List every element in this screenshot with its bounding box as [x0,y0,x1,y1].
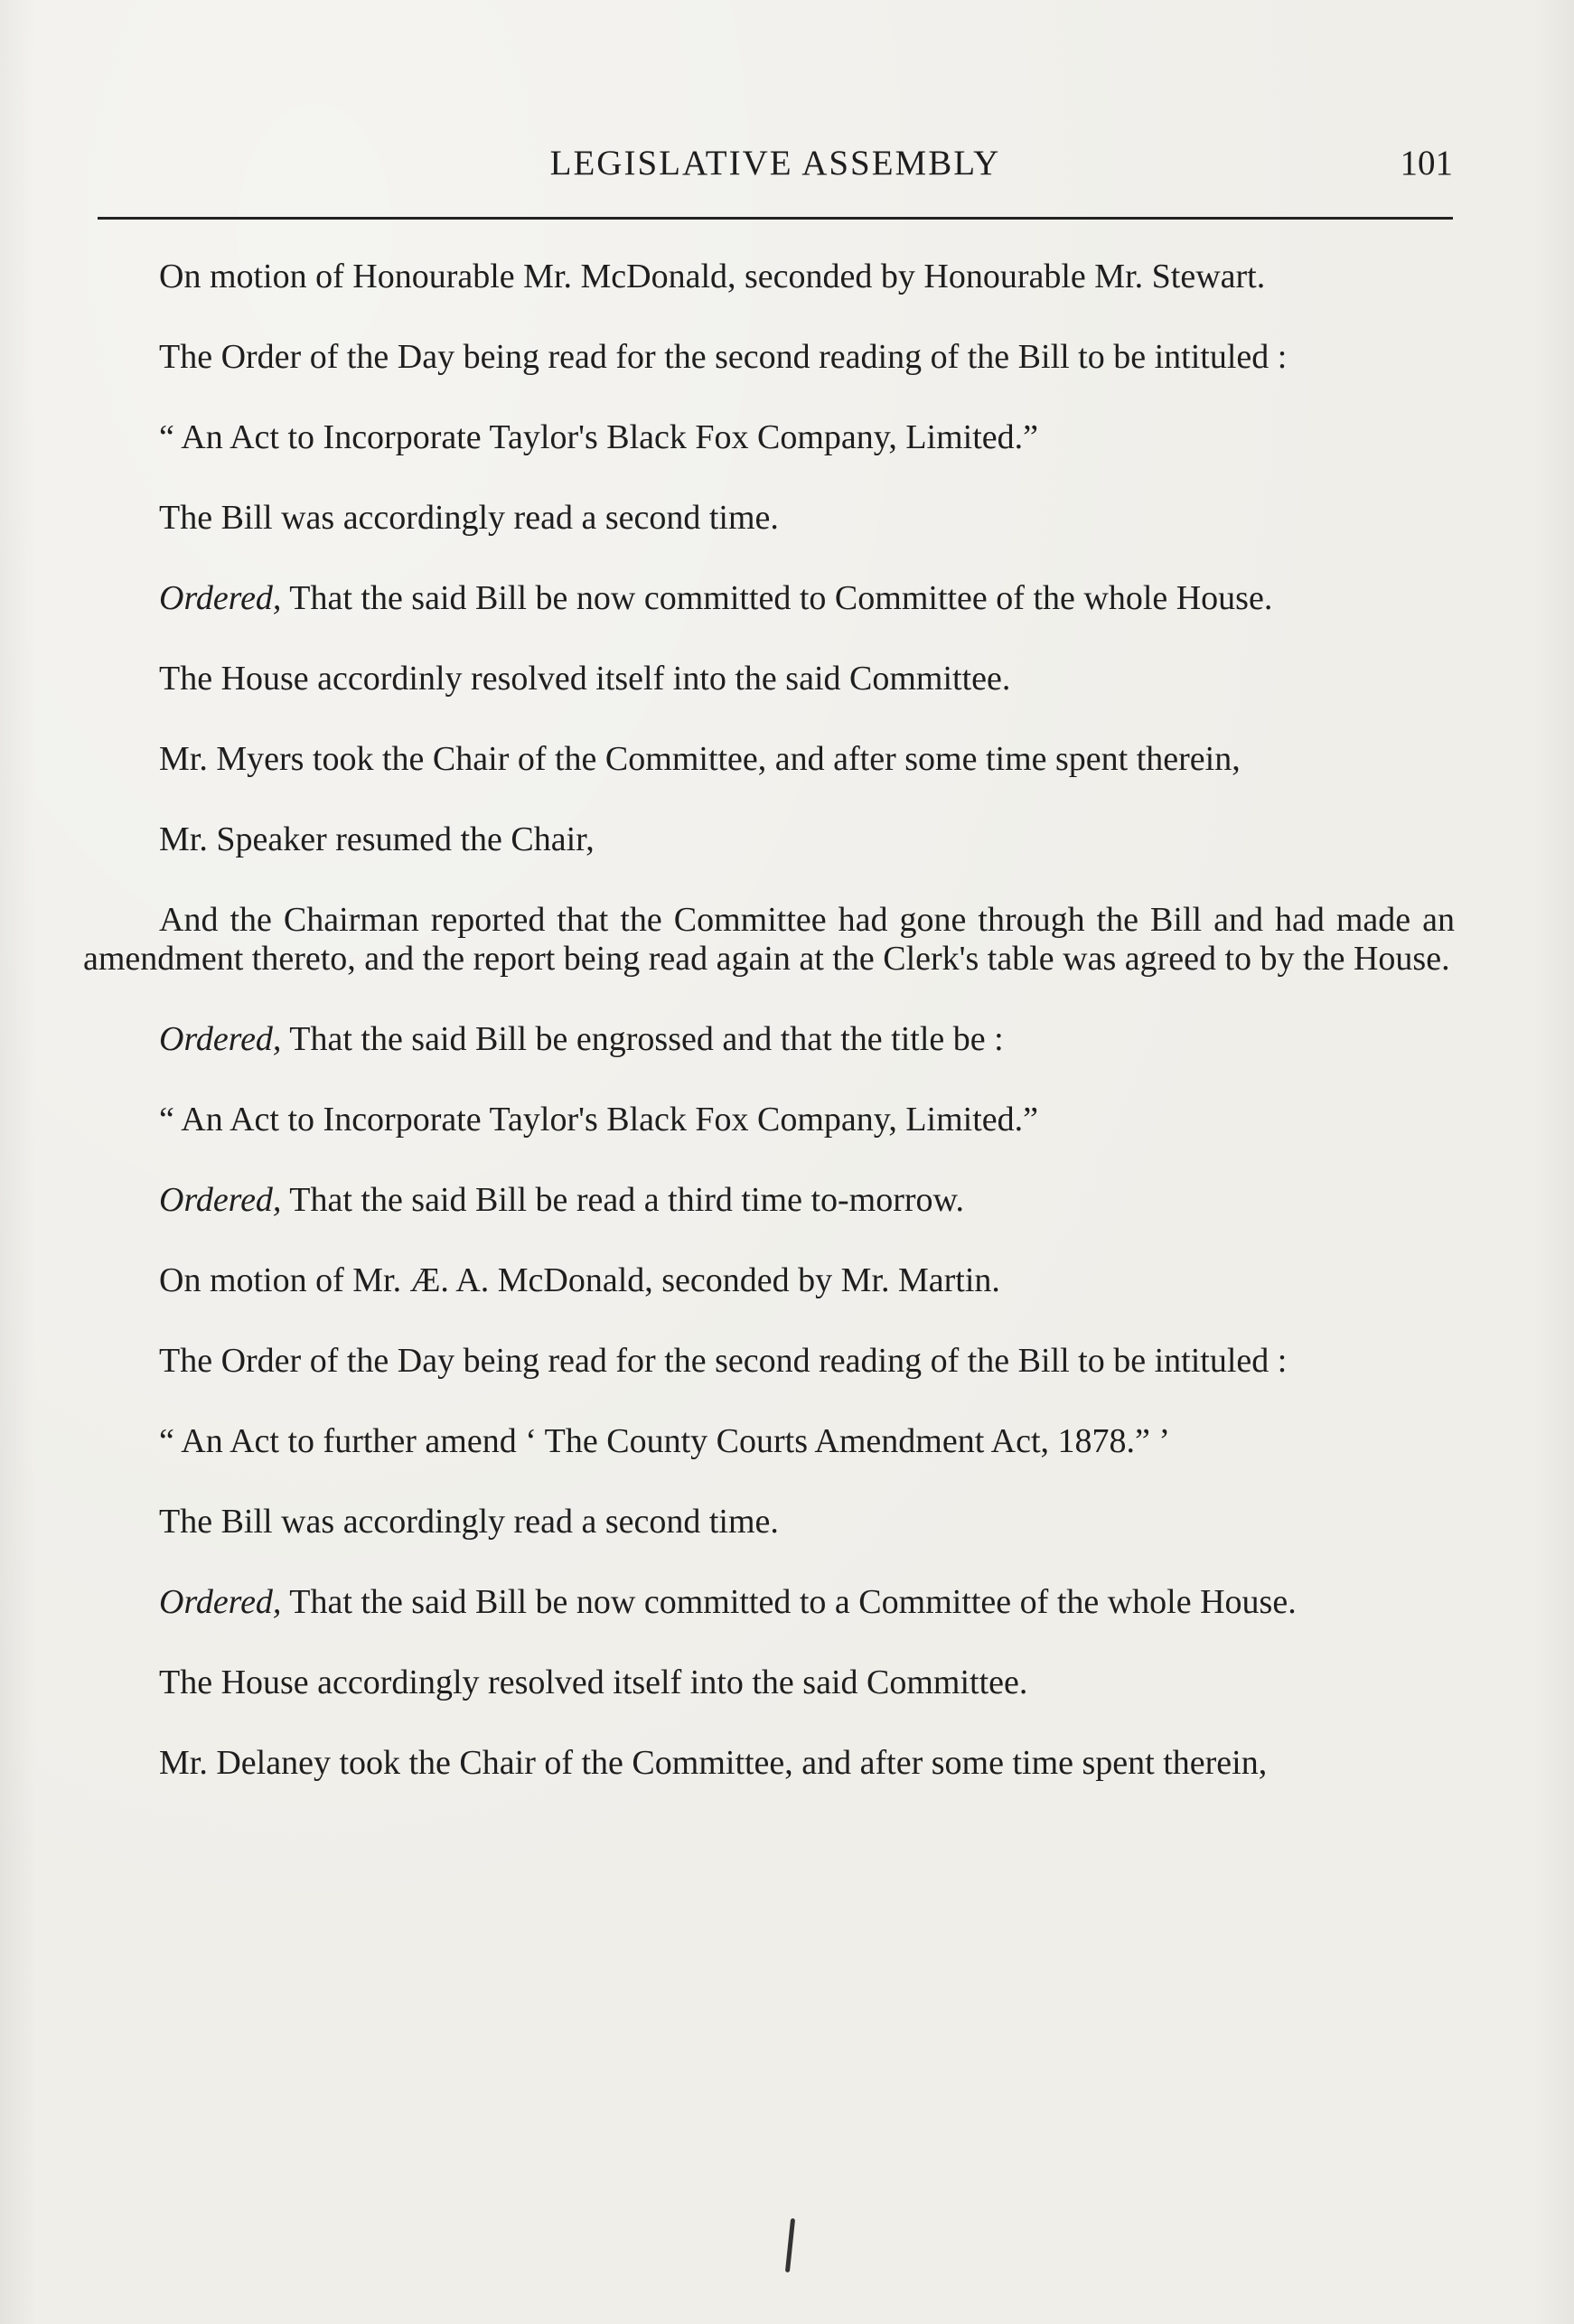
page-number: 101 [1400,144,1453,183]
paragraph-text: That the said Bill be read a third time to-morrow. [281,1181,965,1219]
ordered-label: Ordered, [159,1181,282,1219]
paragraph [83,1503,1455,1542]
page-header [98,143,1453,188]
ordered-label: Ordered, [159,579,282,617]
paragraph-text: That the said Bill be now committed to a Committee of the whole House. [281,1583,1297,1621]
paragraph-text: “ An Act to Incorporate Taylor's Black Fox Company, Limited.” [159,418,1038,456]
paragraph [83,660,1455,698]
bill-title-quote [83,1101,1455,1139]
paragraph-text: That the said Bill be now committed to Committee of the whole House. [281,579,1273,617]
paragraph-text: The House accordinly resolved itself into the said Committee. [159,660,1011,698]
header-rule [98,217,1453,220]
paragraph-text: Mr. Speaker resumed the Chair, [159,820,595,858]
ordered-label: Ordered, [159,1020,282,1058]
paragraph-text: The House accordingly resolved itself into the said Committee. [159,1663,1028,1701]
paragraph-text: That the said Bill be engrossed and that the title be : [281,1020,1004,1058]
paragraph-text: Mr. Delaney took the Chair of the Committee, and after some time spent therein, [159,1744,1268,1782]
paragraph-text: The Bill was accordingly read a second time. [159,499,779,537]
paragraph-text: Mr. Myers took the Chair of the Committee, and after some time spent therein, [159,740,1241,778]
ordered-paragraph [83,1181,1455,1220]
paragraph-text: The Order of the Day being read for the second reading of the Bill to be intituled : [159,1342,1288,1380]
paragraph [83,499,1455,538]
paragraph-text: “ An Act to Incorporate Taylor's Black Fox Company, Limited.” [159,1101,1038,1139]
ordered-paragraph [83,1020,1455,1059]
paragraph [83,1261,1455,1300]
paragraph-text: The Order of the Day being read for the second reading of the Bill to be intituled : [159,338,1288,376]
ink-mark [788,2218,797,2291]
paragraph-text: The Bill was accordingly read a second time. [159,1503,779,1541]
paragraph [83,1663,1455,1702]
paragraph [83,258,1455,296]
running-title: LEGISLATIVE ASSEMBLY [549,144,1001,183]
paragraph [83,901,1455,979]
paragraph-text: And the Chairman reported that the Committee had gone through the Bill and had made an amendment thereto, and the report being read again at the Clerk's table was agreed to by the House. [83,901,1455,978]
ordered-paragraph [83,579,1455,618]
ordered-label: Ordered, [159,1583,282,1621]
bill-title-quote [83,418,1455,457]
paragraph [83,740,1455,779]
paragraph-text: “ An Act to further amend ‘ The County Courts Amendment Act, 1878.” ’ [159,1422,1171,1460]
paragraph [83,1342,1455,1381]
paragraph [83,1744,1455,1783]
ordered-paragraph [83,1583,1455,1622]
body-text [83,258,1455,1824]
paragraph [83,820,1455,859]
paragraph-text: On motion of Honourable Mr. McDonald, seconded by Honourable Mr. Stewart. [159,258,1266,295]
bill-title-quote [83,1422,1455,1461]
paragraph [83,338,1455,377]
paragraph-text: On motion of Mr. Æ. A. McDonald, seconded by Mr. Martin. [159,1261,1000,1299]
ink-stroke [785,2218,795,2272]
